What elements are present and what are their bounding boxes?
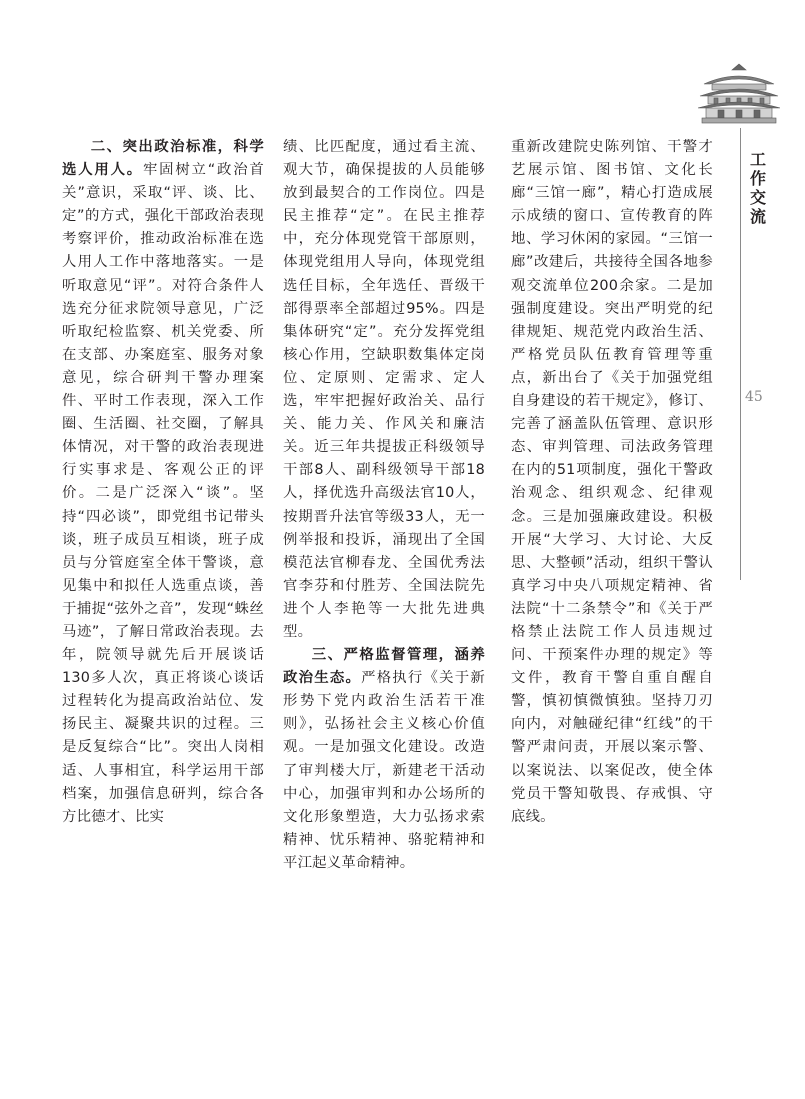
text-column-2 xyxy=(283,136,485,875)
section-heading: 二、突出政治标准，科学选人用人。 xyxy=(62,139,264,179)
paragraph xyxy=(62,136,264,829)
section-label-char: 交 xyxy=(749,188,766,207)
paragraph xyxy=(283,644,485,875)
section-label-char: 流 xyxy=(749,207,766,226)
paragraph-text: 牢固树立“政治首关”意识，采取“评、谈、比、定”的方式，强化干部政治表现考察评价，推动政治标准在选人用人工作中落地落实。一是听取意见“评”。对符合条件人选充分征求院领导意见，广泛听取纪检监察、机关党委、所在支部、办案庭室、服务对象意见，综合研判干警办理案件、平时工作表现，深入工作圈、生活圈、社交圈，了解具体情况，对干警的政治表现进行实事求是、客观公正的评价。二是广泛深入“谈”。坚持“四必谈”，即党组书记带头谈，班子成员互相谈，班子成员与分管庭室全体干警谈，意见集中和拟任人选重点谈，善于捕捉“弦外之音”，发现“蛛丝马迹”，了解日常政治表现。去年，院领导就先后开展谈话130多人次，真正将谈心谈话过程转化为提高政治站位、发扬民主、凝聚共识的过程。三是反复综合“比”。突出人岗相适、人事相宜，科学运用干部档案，加强信息研判，综合各方比德才、比实 xyxy=(62,162,264,825)
paragraph-text: 严格执行《关于新形势下党内政治生活若干准则》，弘扬社会主义核心价值观。一是加强文化建设。改造了审判楼大厅，新建老干活动中心，加强审判和办公场所的文化形象塑造，大力弘扬求索精神、忧乐精神、骆驼精神和平江起义革命精神。 xyxy=(283,670,485,871)
pavilion-illustration xyxy=(698,62,780,126)
paragraph: 重新改建院史陈列馆、干警才艺展示馆、图书馆、文化长廊“三馆一廊”，精心打造成展示成绩的窗口、宣传教育的阵地、学习休闲的家园。“三馆一廊”改建后，共接待全国各地参观交流单位200余家。二是加强制度建设。突出严明党的纪律规矩、规范党内政治生活、严格党员队伍教育管理等重点，新出台了《关于加强党组自身建设的若干规定》，修订、完善了涵盖队伍管理、意识形态、审判管理、司法政务管理在内的51项制度，强化干警政治观念、组织观念、纪律观念。三是加强廉政建设。积极开展“大学习、大讨论、大反思、大整顿”活动，组织干警认真学习中央八项规定精神、省法院“十二条禁令”和《关于严格禁止法院工作人员违规过问、干预案件办理的规定》等文件，教育干警自重自醒自警，慎初慎微慎独。坚持刀刃向内，对触碰纪律“红线”的干警严肃问责，开展以案示警、以案说法、以案促改，使全体党员干警知敬畏、存戒惧、守底线。 xyxy=(511,139,713,825)
section-heading: 三、严格监督管理，涵养政治生态。 xyxy=(283,647,485,687)
paragraph: 绩、比匹配度，通过看主流、观大节，确保提拔的人员能够放到最契合的工作岗位。四是民主推荐“定”。在民主推荐中，充分体现党管干部原则，体现党组用人导向，体现党组选任目标，全年选任、晋级干部得票率全部超过95%。四是集体研究“定”。充分发挥党组核心作用，空缺职数集体定岗位、定原则、定需求、定人选，牢牢把握好政治关、品行关、能力关、作风关和廉洁关。近三年共提拔正科级领导干部8人、副科级领导干部18人，择优选升高级法官10人，按期晋升法官等级33人，无一例举报和投诉，涌现出了全国模范法官柳春龙、全国优秀法官李芬和付胜芳、全国法院先进个人李艳等一大批先进典型。 xyxy=(283,139,485,640)
page-number: 45 xyxy=(745,389,763,405)
section-label-char: 工 xyxy=(749,150,766,169)
text-column-3 xyxy=(511,136,713,829)
section-label xyxy=(748,150,768,226)
margin-divider-line xyxy=(740,128,741,580)
text-column-1 xyxy=(62,136,264,829)
section-label-char: 作 xyxy=(749,169,766,188)
